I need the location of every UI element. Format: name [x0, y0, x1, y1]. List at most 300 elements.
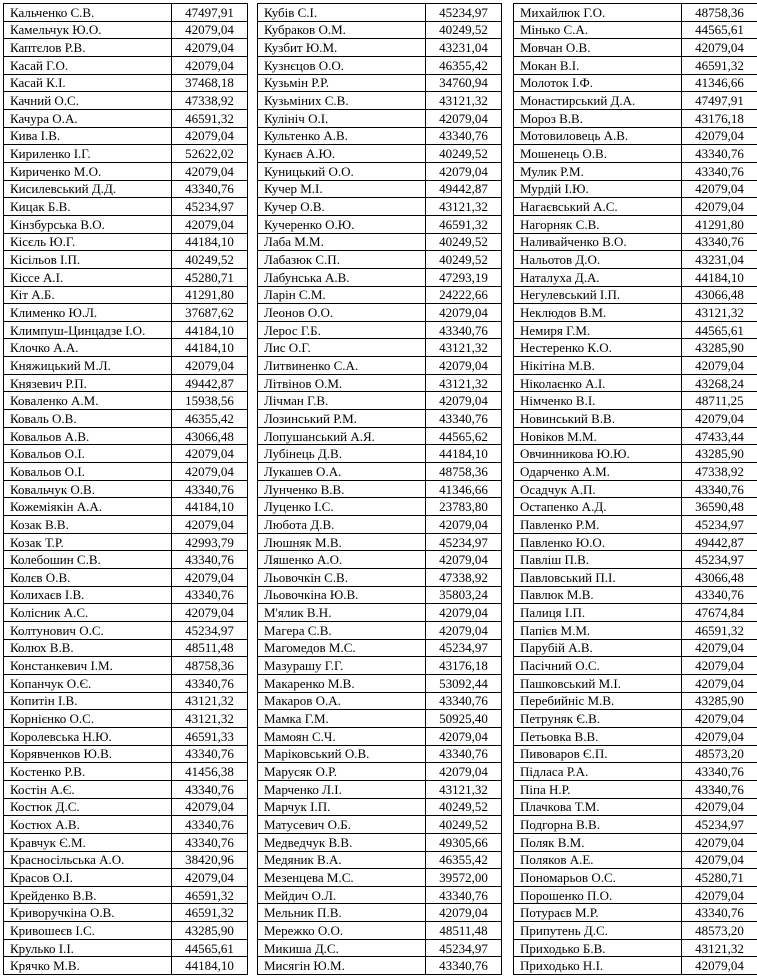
employee-name-cell: Крейденко В.В.	[4, 886, 172, 904]
amount-cell: 45280,71	[682, 869, 757, 887]
employee-name-cell: Льовочкіна Ю.В.	[258, 586, 426, 604]
amount-cell: 47497,91	[172, 4, 248, 22]
amount-cell: 42079,04	[426, 516, 502, 534]
employee-name-cell: Негулевський І.П.	[514, 286, 682, 304]
amount-cell: 45234,97	[682, 551, 757, 569]
employee-name-cell: Петруняк Є.В.	[514, 710, 682, 728]
table-row	[4, 516, 248, 534]
table-row	[514, 586, 757, 604]
table-row	[258, 268, 502, 286]
table-row	[4, 127, 248, 145]
employee-name-cell: Михайлюк Г.О.	[514, 4, 682, 22]
table-row	[514, 780, 757, 798]
table-row	[4, 621, 248, 639]
table-row	[258, 922, 502, 940]
amount-cell: 43340,76	[172, 833, 248, 851]
employee-name-cell: Кінзбурська В.О.	[4, 215, 172, 233]
table-row	[258, 516, 502, 534]
employee-name-cell: Пивоваров Є.П.	[514, 745, 682, 763]
table-row	[4, 480, 248, 498]
amount-cell: 42079,04	[682, 833, 757, 851]
amount-cell: 43285,90	[172, 922, 248, 940]
table-row	[4, 74, 248, 92]
employee-name-cell: Колебошин С.В.	[4, 551, 172, 569]
employee-name-cell: Поляков А.Е.	[514, 851, 682, 869]
amount-cell: 34760,94	[426, 74, 502, 92]
amount-cell: 36590,48	[682, 498, 757, 516]
employee-name-cell: Копанчук О.Є.	[4, 674, 172, 692]
employee-name-cell: Павловський П.І.	[514, 569, 682, 587]
employee-name-cell: Марусяк О.Р.	[258, 763, 426, 781]
employee-name-cell: Одарченко А.М.	[514, 463, 682, 481]
table-row	[514, 833, 757, 851]
amount-cell: 43340,76	[172, 480, 248, 498]
table-row	[514, 286, 757, 304]
employee-name-cell: Кубів С.І.	[258, 4, 426, 22]
employee-name-cell: Нікітіна М.В.	[514, 357, 682, 375]
table-row	[4, 410, 248, 428]
amount-cell: 46591,32	[172, 904, 248, 922]
table-row	[258, 21, 502, 39]
amount-cell: 42079,04	[426, 604, 502, 622]
employee-name-cell: Мурдій І.Ю.	[514, 180, 682, 198]
table-row	[258, 869, 502, 887]
amount-cell: 42079,04	[426, 621, 502, 639]
employee-name-cell: Клименко Ю.Л.	[4, 304, 172, 322]
amount-cell: 43340,76	[172, 551, 248, 569]
table-row	[258, 180, 502, 198]
table-row	[514, 904, 757, 922]
amount-cell: 48573,20	[682, 922, 757, 940]
amount-cell: 43340,76	[426, 321, 502, 339]
table-row	[4, 798, 248, 816]
table-row	[4, 21, 248, 39]
employee-name-cell: Костюк Д.С.	[4, 798, 172, 816]
table-row	[258, 586, 502, 604]
employee-name-cell: Ларін С.М.	[258, 286, 426, 304]
amount-cell: 43268,24	[682, 374, 757, 392]
amount-cell: 49305,66	[426, 833, 502, 851]
amount-cell: 39572,00	[426, 869, 502, 887]
amount-cell: 42079,04	[682, 39, 757, 57]
table-row	[258, 4, 502, 22]
employee-name-cell: Піпа Н.Р.	[514, 780, 682, 798]
payment-table-column-1	[3, 3, 248, 975]
employee-name-cell: Павліш П.В.	[514, 551, 682, 569]
amount-cell: 43340,76	[682, 480, 757, 498]
amount-cell: 43340,76	[682, 904, 757, 922]
amount-cell: 40249,52	[426, 21, 502, 39]
amount-cell: 42079,04	[682, 127, 757, 145]
table-row	[4, 939, 248, 957]
employee-name-cell: Нагорняк С.В.	[514, 215, 682, 233]
amount-cell: 44184,10	[172, 321, 248, 339]
employee-name-cell: Колєв О.В.	[4, 569, 172, 587]
amount-cell: 40249,52	[426, 145, 502, 163]
table-row	[514, 74, 757, 92]
employee-name-cell: Качура О.А.	[4, 109, 172, 127]
employee-name-cell: Кіт А.Б.	[4, 286, 172, 304]
amount-cell: 40249,52	[426, 251, 502, 269]
employee-name-cell: Магомедов М.С.	[258, 639, 426, 657]
employee-name-cell: Потураєв М.Р.	[514, 904, 682, 922]
amount-cell: 42079,04	[426, 904, 502, 922]
amount-cell: 43285,90	[682, 339, 757, 357]
table-row	[514, 816, 757, 834]
amount-cell: 47497,91	[682, 92, 757, 110]
employee-name-cell: Лукашев О.А.	[258, 463, 426, 481]
table-row	[514, 198, 757, 216]
table-row	[4, 233, 248, 251]
table-row	[514, 92, 757, 110]
payment-table-column-2	[257, 3, 502, 975]
table-row	[4, 39, 248, 57]
table-row	[258, 551, 502, 569]
amount-cell: 43285,90	[682, 692, 757, 710]
amount-cell: 47293,19	[426, 268, 502, 286]
employee-name-cell: Костін А.Є.	[4, 780, 172, 798]
amount-cell: 40249,52	[172, 251, 248, 269]
table-row	[4, 904, 248, 922]
table-row	[258, 233, 502, 251]
amount-cell: 43121,32	[426, 374, 502, 392]
amount-cell: 47338,92	[682, 463, 757, 481]
table-row	[514, 551, 757, 569]
table-row	[514, 251, 757, 269]
amount-cell: 43121,32	[172, 710, 248, 728]
amount-cell: 49442,87	[682, 533, 757, 551]
table-row	[514, 357, 757, 375]
table-row	[258, 56, 502, 74]
table-row	[4, 357, 248, 375]
employee-name-cell: Поляк В.М.	[514, 833, 682, 851]
amount-cell: 43340,76	[426, 745, 502, 763]
amount-cell: 41346,66	[426, 480, 502, 498]
amount-cell: 43121,32	[426, 198, 502, 216]
employee-name-cell: Лабунська А.В.	[258, 268, 426, 286]
employee-name-cell: Кузьмін Р.Р.	[258, 74, 426, 92]
employee-name-cell: Магера С.В.	[258, 621, 426, 639]
amount-cell: 44184,10	[426, 445, 502, 463]
amount-cell: 43340,76	[172, 674, 248, 692]
table-row	[514, 304, 757, 322]
employee-name-cell: Леонов О.О.	[258, 304, 426, 322]
amount-cell: 46591,32	[682, 621, 757, 639]
table-row	[4, 339, 248, 357]
table-row	[514, 339, 757, 357]
employee-name-cell: Павлюк М.В.	[514, 586, 682, 604]
table-row	[258, 74, 502, 92]
amount-cell: 41346,66	[682, 74, 757, 92]
amount-cell: 43340,76	[682, 162, 757, 180]
employee-name-cell: Павленко Р.М.	[514, 516, 682, 534]
table-row	[258, 39, 502, 57]
employee-name-cell: Красносільська А.О.	[4, 851, 172, 869]
employee-name-cell: Любота Д.В.	[258, 516, 426, 534]
table-row	[514, 516, 757, 534]
employee-name-cell: Плачкова Т.М.	[514, 798, 682, 816]
table-row	[4, 816, 248, 834]
employee-name-cell: Лозинський Р.М.	[258, 410, 426, 428]
amount-cell: 42079,04	[682, 198, 757, 216]
employee-name-cell: Монастирський Д.А.	[514, 92, 682, 110]
table-row	[514, 621, 757, 639]
amount-cell: 50925,40	[426, 710, 502, 728]
amount-cell: 42079,04	[426, 551, 502, 569]
amount-cell: 45234,97	[426, 4, 502, 22]
employee-name-cell: Новіков М.М.	[514, 427, 682, 445]
employee-name-cell: Крячко М.В.	[4, 957, 172, 975]
employee-name-cell: Колтунович О.С.	[4, 621, 172, 639]
amount-cell: 43340,76	[172, 586, 248, 604]
table-row	[4, 886, 248, 904]
employee-name-cell: Луценко І.С.	[258, 498, 426, 516]
table-row	[4, 215, 248, 233]
table-row	[514, 798, 757, 816]
table-row	[258, 692, 502, 710]
employee-name-cell: Кальченко С.В.	[4, 4, 172, 22]
amount-cell: 41291,80	[682, 215, 757, 233]
table-row	[258, 604, 502, 622]
amount-cell: 42079,04	[682, 798, 757, 816]
amount-cell: 48758,36	[426, 463, 502, 481]
employee-name-cell: Констанкевич І.М.	[4, 657, 172, 675]
employee-name-cell: Микиша Д.С.	[258, 939, 426, 957]
amount-cell: 46355,42	[172, 410, 248, 428]
amount-cell: 42079,04	[172, 463, 248, 481]
table-row	[4, 286, 248, 304]
employee-name-cell: Мазурашу Г.Г.	[258, 657, 426, 675]
table-row	[258, 445, 502, 463]
amount-cell: 43340,76	[172, 745, 248, 763]
table-row	[514, 39, 757, 57]
table-row	[4, 304, 248, 322]
employee-name-cell: Остапенко А.Д.	[514, 498, 682, 516]
employee-name-cell: Королевська Н.Ю.	[4, 727, 172, 745]
table-row	[4, 674, 248, 692]
table-row	[258, 727, 502, 745]
employee-name-cell: Лічман Г.В.	[258, 392, 426, 410]
employee-name-cell: Мейдич О.Л.	[258, 886, 426, 904]
table-row	[514, 869, 757, 887]
amount-cell: 43121,32	[682, 304, 757, 322]
employee-name-cell: Перебийніс М.В.	[514, 692, 682, 710]
table-row	[514, 4, 757, 22]
amount-cell: 47674,84	[682, 604, 757, 622]
employee-name-cell: Коваль О.В.	[4, 410, 172, 428]
amount-cell: 41291,80	[172, 286, 248, 304]
table-row	[258, 710, 502, 728]
employee-name-cell: Мережко О.О.	[258, 922, 426, 940]
employee-name-cell: Молоток І.Ф.	[514, 74, 682, 92]
employee-name-cell: Кицак Б.В.	[4, 198, 172, 216]
employee-name-cell: Макаров О.А.	[258, 692, 426, 710]
employee-name-cell: Кучер О.В.	[258, 198, 426, 216]
employee-name-cell: Лопушанський А.Я.	[258, 427, 426, 445]
table-row	[258, 851, 502, 869]
table-row	[514, 21, 757, 39]
table-row	[258, 198, 502, 216]
table-row	[4, 92, 248, 110]
table-row	[258, 763, 502, 781]
employee-name-cell: Люшняк М.В.	[258, 533, 426, 551]
employee-name-cell: Марченко Л.І.	[258, 780, 426, 798]
amount-cell: 38420,96	[172, 851, 248, 869]
table-row	[4, 180, 248, 198]
table-row	[514, 639, 757, 657]
employee-name-cell: Льовочкін С.В.	[258, 569, 426, 587]
employee-name-cell: Касай К.І.	[4, 74, 172, 92]
employee-name-cell: Нальотов Д.О.	[514, 251, 682, 269]
table-row	[258, 392, 502, 410]
employee-name-cell: Кучеренко О.Ю.	[258, 215, 426, 233]
employee-name-cell: Порошенко П.О.	[514, 886, 682, 904]
table-row	[514, 727, 757, 745]
amount-cell: 42079,04	[682, 639, 757, 657]
employee-name-cell: Мезенцева М.С.	[258, 869, 426, 887]
amount-cell: 42079,04	[172, 798, 248, 816]
amount-cell: 42079,04	[172, 869, 248, 887]
employee-name-cell: Кісєль Ю.Г.	[4, 233, 172, 251]
table-row	[514, 674, 757, 692]
amount-cell: 44565,61	[682, 21, 757, 39]
employee-name-cell: Кириленко І.Г.	[4, 145, 172, 163]
amount-cell: 45234,97	[172, 198, 248, 216]
employee-name-cell: Мошенець О.В.	[514, 145, 682, 163]
amount-cell: 43340,76	[172, 180, 248, 198]
employee-name-cell: Кривошеєв І.С.	[4, 922, 172, 940]
table-row	[4, 604, 248, 622]
amount-cell: 43340,76	[682, 233, 757, 251]
table-row	[4, 833, 248, 851]
amount-cell: 43121,32	[426, 339, 502, 357]
amount-cell: 42079,04	[426, 304, 502, 322]
employee-name-cell: Корнієнко О.С.	[4, 710, 172, 728]
table-row	[4, 427, 248, 445]
amount-cell: 40249,52	[426, 798, 502, 816]
table-row	[258, 215, 502, 233]
employee-name-cell: Кожеміякін А.А.	[4, 498, 172, 516]
table-row	[258, 569, 502, 587]
table-row	[258, 304, 502, 322]
table-row	[4, 639, 248, 657]
table-row	[258, 833, 502, 851]
amount-cell: 43340,76	[426, 886, 502, 904]
employee-name-cell: Ніколаєнко А.І.	[514, 374, 682, 392]
amount-cell: 44184,10	[172, 498, 248, 516]
employee-name-cell: Пономарьов О.С.	[514, 869, 682, 887]
table-row	[4, 463, 248, 481]
amount-cell: 44184,10	[682, 268, 757, 286]
table-row	[258, 798, 502, 816]
table-row	[4, 692, 248, 710]
employee-name-cell: Мотовиловець А.В.	[514, 127, 682, 145]
amount-cell: 43340,76	[172, 816, 248, 834]
table-row	[258, 816, 502, 834]
amount-cell: 53092,44	[426, 674, 502, 692]
employee-name-cell: Мамка Г.М.	[258, 710, 426, 728]
table-row	[514, 374, 757, 392]
employee-name-cell: Клочко А.А.	[4, 339, 172, 357]
employee-name-cell: Приходько Б.В.	[514, 939, 682, 957]
amount-cell: 43340,76	[172, 780, 248, 798]
amount-cell: 47338,92	[426, 569, 502, 587]
table-row	[514, 745, 757, 763]
table-row	[258, 498, 502, 516]
table-row	[258, 92, 502, 110]
table-row	[258, 339, 502, 357]
employee-name-cell: Мисягін Ю.М.	[258, 957, 426, 975]
table-row	[4, 4, 248, 22]
table-row	[514, 321, 757, 339]
employee-name-cell: Пашковський М.І.	[514, 674, 682, 692]
payment-table-group	[3, 3, 757, 975]
amount-cell: 42079,04	[172, 21, 248, 39]
employee-name-cell: Нестеренко К.О.	[514, 339, 682, 357]
amount-cell: 42079,04	[172, 39, 248, 57]
employee-name-cell: Ковальчук О.В.	[4, 480, 172, 498]
amount-cell: 42079,04	[172, 56, 248, 74]
employee-name-cell: Мовчан О.В.	[514, 39, 682, 57]
table-row	[258, 127, 502, 145]
table-row	[258, 286, 502, 304]
employee-name-cell: Крулько І.І.	[4, 939, 172, 957]
employee-name-cell: Марчук І.П.	[258, 798, 426, 816]
employee-name-cell: Литвиненко С.А.	[258, 357, 426, 375]
employee-name-cell: Кубраков О.М.	[258, 21, 426, 39]
employee-name-cell: Медведчук В.В.	[258, 833, 426, 851]
employee-name-cell: Касай Г.О.	[4, 56, 172, 74]
table-row	[258, 639, 502, 657]
amount-cell: 42079,04	[172, 162, 248, 180]
employee-name-cell: Мінько С.А.	[514, 21, 682, 39]
amount-cell: 45234,97	[172, 621, 248, 639]
employee-name-cell: Кузбит Ю.М.	[258, 39, 426, 57]
amount-cell: 42079,04	[172, 569, 248, 587]
table-row	[4, 551, 248, 569]
table-row	[258, 745, 502, 763]
table-row	[4, 957, 248, 975]
table-row	[514, 215, 757, 233]
amount-cell: 47338,92	[172, 92, 248, 110]
table-row	[258, 480, 502, 498]
employee-name-cell: Мамоян С.Ч.	[258, 727, 426, 745]
table-row	[258, 427, 502, 445]
amount-cell: 40249,52	[426, 816, 502, 834]
employee-name-cell: Лунченко В.В.	[258, 480, 426, 498]
amount-cell: 48511,48	[426, 922, 502, 940]
amount-cell: 42079,04	[426, 392, 502, 410]
amount-cell: 43340,76	[682, 780, 757, 798]
table-row	[4, 780, 248, 798]
table-row	[514, 569, 757, 587]
amount-cell: 43340,76	[426, 957, 502, 975]
amount-cell: 42079,04	[172, 127, 248, 145]
amount-cell: 46591,33	[172, 727, 248, 745]
employee-name-cell: Кіссе А.І.	[4, 268, 172, 286]
table-row	[258, 162, 502, 180]
table-row	[4, 763, 248, 781]
employee-name-cell: Овчинникова Ю.Ю.	[514, 445, 682, 463]
amount-cell: 45234,97	[426, 533, 502, 551]
employee-name-cell: Кулініч О.І.	[258, 109, 426, 127]
table-row	[258, 109, 502, 127]
amount-cell: 42993,79	[172, 533, 248, 551]
amount-cell: 43340,76	[682, 763, 757, 781]
table-row	[258, 374, 502, 392]
amount-cell: 48711,25	[682, 392, 757, 410]
table-row	[514, 939, 757, 957]
